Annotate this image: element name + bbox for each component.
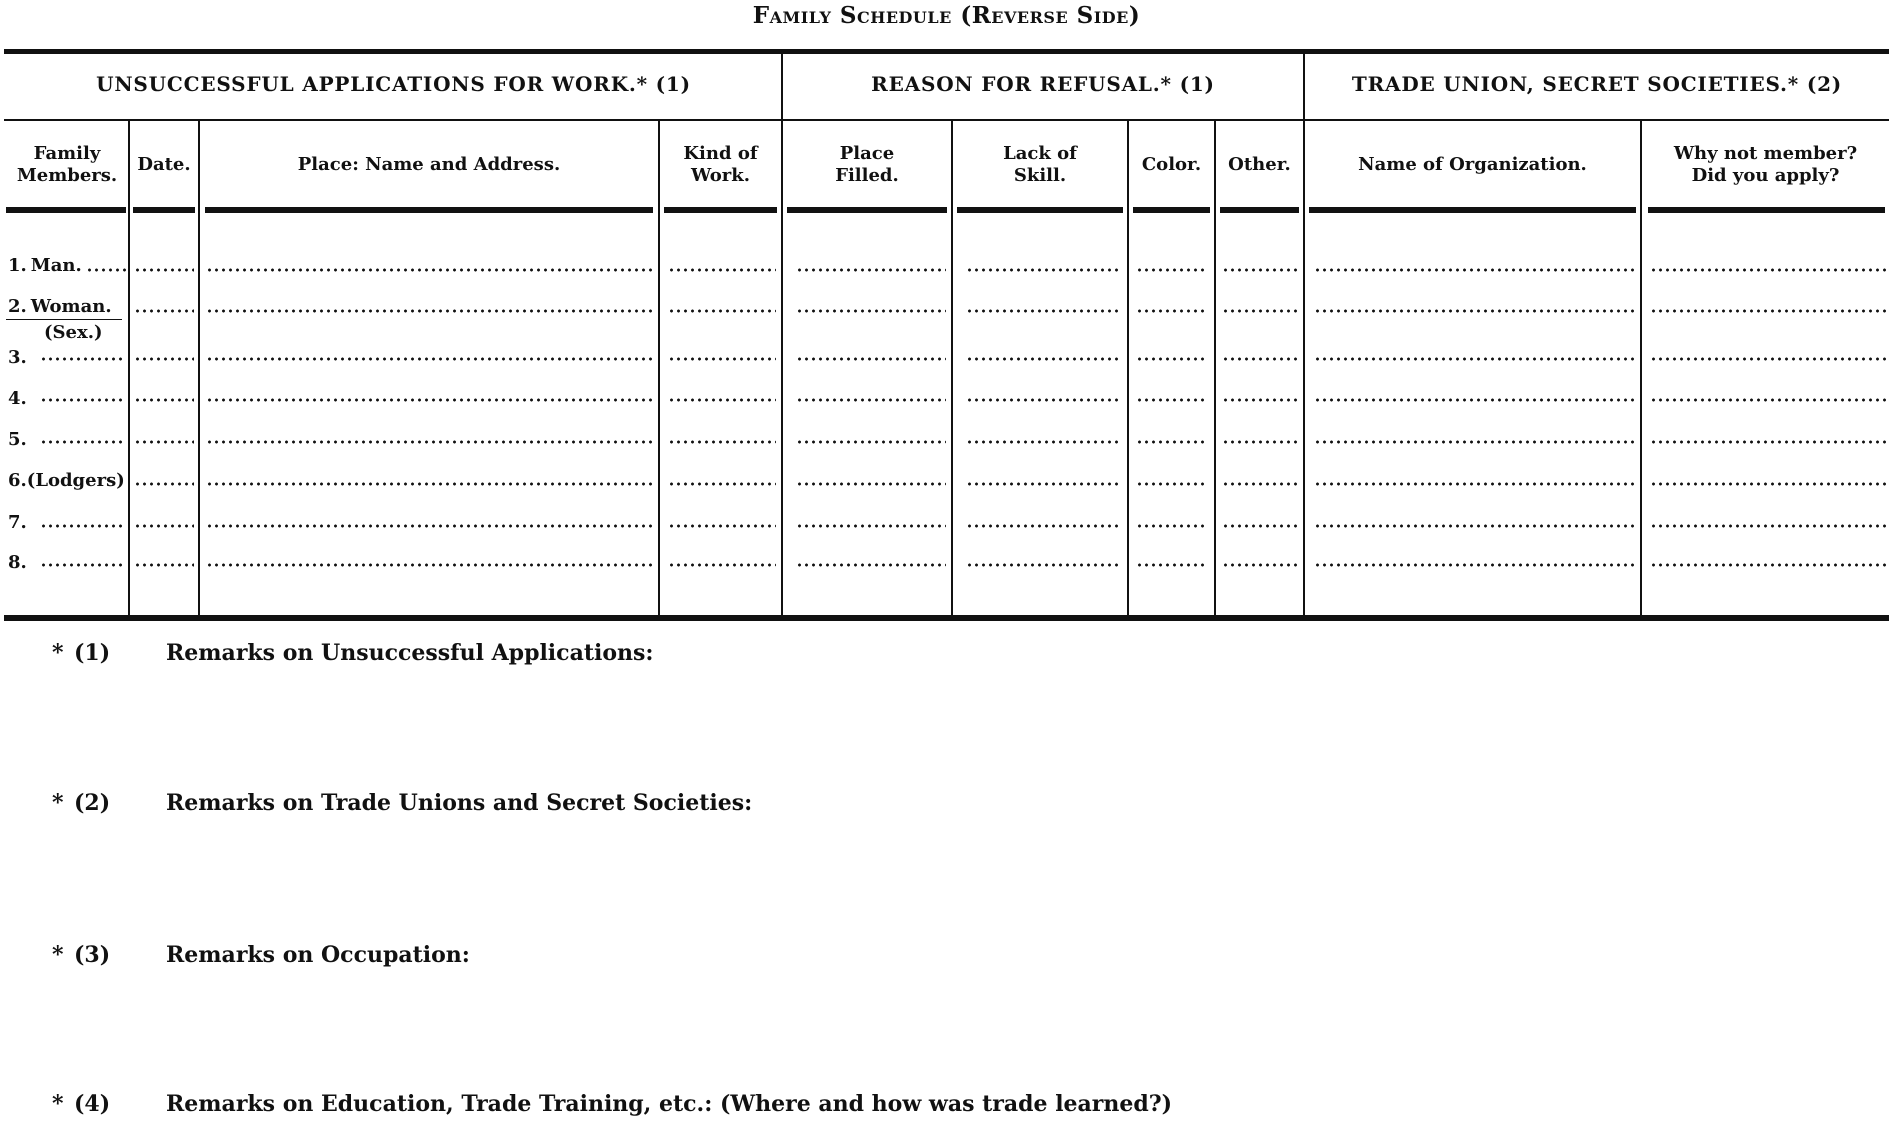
entry-dotted-line[interactable] (966, 524, 1122, 528)
column-header-color: Color. (1141, 154, 1202, 175)
header-underline-bar (133, 207, 195, 213)
row-label-leader (124, 309, 126, 313)
entry-dotted-line[interactable] (966, 440, 1122, 444)
entry-dotted-line[interactable] (1222, 398, 1298, 402)
entry-dotted-line[interactable] (1314, 398, 1634, 402)
row-label-2 (8, 292, 126, 322)
header-underline-bar (664, 207, 777, 213)
entry-dotted-line[interactable] (966, 398, 1122, 402)
column-header-place-filled: Place Filled. (835, 143, 899, 186)
entry-dotted-line[interactable] (1222, 309, 1298, 313)
entry-dotted-line[interactable] (1314, 482, 1634, 486)
entry-dotted-line[interactable] (134, 440, 194, 444)
entry-dotted-line[interactable] (668, 524, 776, 528)
group-header-trade-union: TRADE UNION, SECRET SOCIETIES.* (2) (1351, 72, 1843, 96)
entry-dotted-line[interactable] (966, 482, 1122, 486)
entry-dotted-line[interactable] (796, 309, 946, 313)
entry-dotted-line[interactable] (1650, 268, 1886, 272)
page-title: Family Schedule (Reverse Side) (752, 2, 1141, 29)
asterisk-marker: * (52, 790, 64, 816)
entry-dotted-line[interactable] (1136, 563, 1208, 567)
sex-divider (6, 319, 122, 320)
header-underline-bar (1309, 207, 1636, 213)
column-header-place-name-address: Place: Name and Address. (297, 154, 561, 175)
entry-dotted-line[interactable] (134, 524, 194, 528)
entry-dotted-line[interactable] (206, 357, 654, 361)
entry-dotted-line[interactable] (668, 440, 776, 444)
entry-dotted-line[interactable] (1650, 398, 1886, 402)
header-underline-bar (957, 207, 1123, 213)
entry-dotted-line[interactable] (1650, 482, 1886, 486)
entry-dotted-line[interactable] (1136, 309, 1208, 313)
row-label-leader (40, 563, 126, 567)
header-underline-bar (1648, 207, 1885, 213)
entry-dotted-line[interactable] (1136, 268, 1208, 272)
remark-2 (52, 790, 752, 816)
column-header-why-not-member: Why not member? Did you apply? (1673, 143, 1858, 186)
header-underline-bar (1133, 207, 1210, 213)
entry-dotted-line[interactable] (1650, 524, 1886, 528)
row-member: (Lodgers) (26, 470, 125, 491)
entry-dotted-line[interactable] (796, 563, 946, 567)
entry-dotted-line[interactable] (134, 398, 194, 402)
bottom-rule (4, 615, 1889, 621)
row-number: 7. (8, 512, 27, 533)
group-header-applications: UNSUCCESSFUL APPLICATIONS FOR WORK.* (1) (96, 72, 691, 96)
row-number: 4. (8, 388, 27, 409)
entry-dotted-line[interactable] (966, 309, 1122, 313)
remark-text: Remarks on Trade Unions and Secret Societies: (166, 790, 753, 816)
row-label-7 (8, 508, 126, 538)
entry-dotted-line[interactable] (1136, 440, 1208, 444)
entry-dotted-line[interactable] (134, 268, 194, 272)
entry-dotted-line[interactable] (1314, 268, 1634, 272)
entry-dotted-line[interactable] (796, 524, 946, 528)
header-underline-bar (6, 207, 126, 213)
entry-dotted-line[interactable] (966, 563, 1122, 567)
asterisk-marker: * (52, 942, 64, 968)
entry-dotted-line[interactable] (206, 309, 654, 313)
column-header-family-members: Family Members. (16, 143, 118, 186)
entry-dotted-line[interactable] (1650, 309, 1886, 313)
header-underline-bar (787, 207, 947, 213)
group-header-rule (4, 119, 1889, 121)
remark-number: (3) (74, 942, 111, 968)
entry-dotted-line[interactable] (668, 357, 776, 361)
row-label-leader (40, 357, 126, 361)
asterisk-marker: * (52, 1091, 64, 1117)
asterisk-marker: * (52, 640, 64, 666)
remark-number: (2) (74, 790, 111, 816)
top-rule (4, 49, 1889, 54)
column-header-other: Other. (1228, 154, 1291, 175)
entry-dotted-line[interactable] (206, 563, 654, 567)
entry-dotted-line[interactable] (1314, 524, 1634, 528)
remark-text: Remarks on Occupation: (166, 942, 470, 968)
entry-dotted-line[interactable] (134, 309, 194, 313)
row-number: 8. (8, 552, 27, 573)
remark-3 (52, 942, 470, 968)
sex-label: (Sex.) (44, 322, 103, 343)
entry-dotted-line[interactable] (1222, 563, 1298, 567)
entry-dotted-line[interactable] (668, 309, 776, 313)
entry-dotted-line[interactable] (668, 563, 776, 567)
column-header-date: Date. (137, 154, 191, 175)
entry-dotted-line[interactable] (668, 398, 776, 402)
entry-dotted-line[interactable] (134, 482, 194, 486)
entry-dotted-line[interactable] (966, 357, 1122, 361)
entry-dotted-line[interactable] (668, 482, 776, 486)
row-label-leader (40, 524, 126, 528)
row-number: 2. (8, 296, 27, 317)
entry-dotted-line[interactable] (206, 440, 654, 444)
entry-dotted-line[interactable] (796, 398, 946, 402)
entry-dotted-line[interactable] (1222, 357, 1298, 361)
entry-dotted-line[interactable] (796, 357, 946, 361)
entry-dotted-line[interactable] (1314, 309, 1634, 313)
entry-dotted-line[interactable] (796, 440, 946, 444)
entry-dotted-line[interactable] (1222, 524, 1298, 528)
entry-dotted-line[interactable] (1314, 357, 1634, 361)
entry-dotted-line[interactable] (1314, 563, 1634, 567)
remark-number: (1) (74, 640, 111, 666)
entry-dotted-line[interactable] (1136, 482, 1208, 486)
entry-dotted-line[interactable] (1222, 482, 1298, 486)
row-number: 6. (8, 470, 27, 491)
entry-dotted-line[interactable] (966, 268, 1122, 272)
column-header-lack-of-skill: Lack of Skill. (1003, 143, 1077, 186)
entry-dotted-line[interactable] (1650, 563, 1886, 567)
column-header-kind-of-work: Kind of Work. (683, 143, 758, 186)
entry-dotted-line[interactable] (1650, 440, 1886, 444)
row-member: Man. (30, 255, 82, 276)
row-label-leader (86, 268, 126, 272)
row-number: 1. (8, 255, 27, 276)
row-label-leader (40, 440, 126, 444)
entry-dotted-line[interactable] (206, 398, 654, 402)
entry-dotted-line[interactable] (206, 268, 654, 272)
column-header-name-of-organization: Name of Organization. (1358, 154, 1587, 175)
entry-dotted-line[interactable] (1136, 357, 1208, 361)
entry-dotted-line[interactable] (1136, 524, 1208, 528)
entry-dotted-line[interactable] (796, 268, 946, 272)
entry-dotted-line[interactable] (1314, 440, 1634, 444)
group-header-refusal: REASON FOR REFUSAL.* (1) (871, 72, 1215, 96)
entry-dotted-line[interactable] (134, 357, 194, 361)
entry-dotted-line[interactable] (206, 482, 654, 486)
remark-4 (52, 1091, 1172, 1117)
entry-dotted-line[interactable] (206, 524, 654, 528)
remark-text: Remarks on Unsuccessful Applications: (166, 640, 654, 666)
row-number: 5. (8, 429, 27, 450)
row-label-6 (8, 466, 126, 496)
remark-1 (52, 640, 654, 666)
entry-dotted-line[interactable] (1222, 440, 1298, 444)
entry-dotted-line[interactable] (668, 268, 776, 272)
header-underline-bar (205, 207, 653, 213)
entry-dotted-line[interactable] (1650, 357, 1886, 361)
row-label-1 (8, 251, 126, 281)
entry-dotted-line[interactable] (1222, 268, 1298, 272)
remark-number: (4) (74, 1091, 111, 1117)
entry-dotted-line[interactable] (796, 482, 946, 486)
row-label-leader (40, 398, 126, 402)
entry-dotted-line[interactable] (1136, 398, 1208, 402)
row-member: Woman. (30, 296, 112, 317)
remark-text: Remarks on Education, Trade Training, etc.: (Where and how was trade learned?) (166, 1091, 1173, 1117)
header-underline-bar (1220, 207, 1299, 213)
row-number: 3. (8, 347, 27, 368)
entry-dotted-line[interactable] (134, 563, 194, 567)
